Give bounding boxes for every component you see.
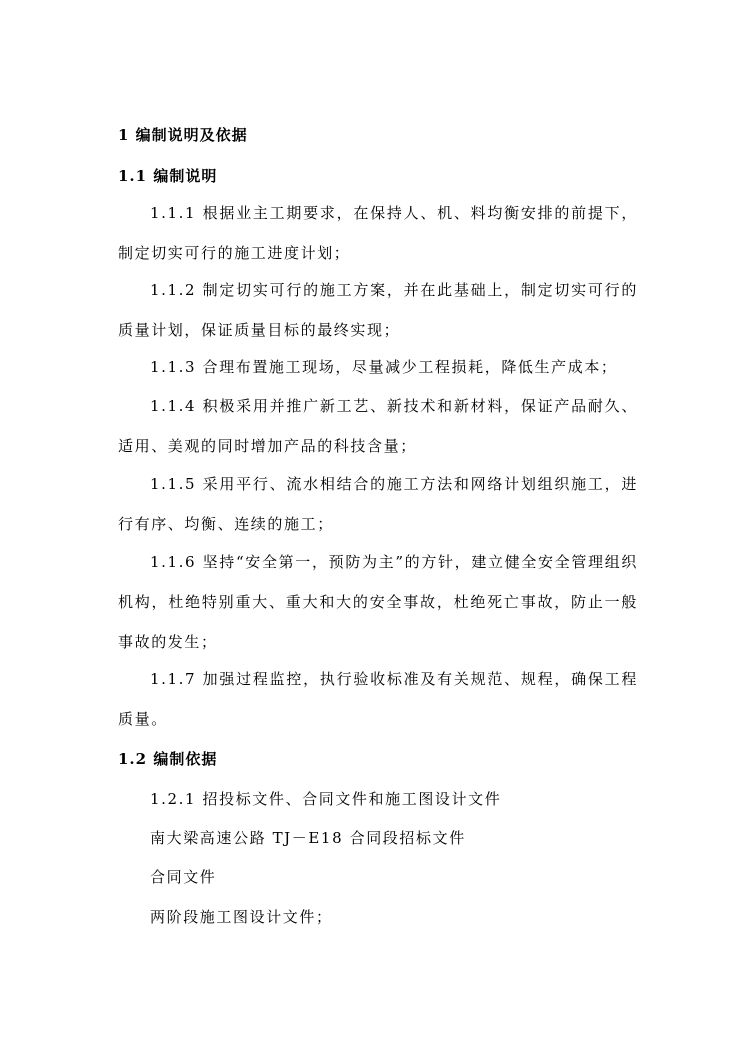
paragraph-1-1-4: 1.1.4 积极采用并推广新工艺、新技术和新材料，保证产品耐久、适用、美观的同时增加产品的科技含量；	[118, 397, 638, 455]
main-heading: 1 编制说明及依据	[118, 126, 248, 144]
basis-line-1: 1.2.1 招投标文件、合同文件和施工图设计文件	[150, 790, 502, 808]
section-1-1-title: 1.1 编制说明	[118, 167, 218, 185]
section-1-2-title: 1.2 编制依据	[118, 750, 218, 768]
paragraph-1-1-5: 1.1.5 采用平行、流水相结合的施工方法和网络计划组织施工，进行有序、均衡、连续的施工；	[118, 475, 638, 533]
basis-line-2: 南大梁高速公路 TJ－E18 合同段招标文件	[150, 829, 466, 847]
paragraph-1-1-1: 1.1.1 根据业主工期要求，在保持人、机、料均衡安排的前提下，制定切实可行的施工进度计划；	[118, 204, 638, 262]
paragraph-1-1-3: 1.1.3 合理布置施工现场，尽量减少工程损耗，降低生产成本；	[150, 358, 618, 376]
paragraph-1-1-7: 1.1.7 加强过程监控，执行验收标准及有关规范、规程，确保工程质量。	[118, 670, 638, 728]
paragraph-1-1-6: 1.1.6 坚持“安全第一，预防为主”的方针，建立健全安全管理组织机构，杜绝特别重大、重大和大的安全事故，杜绝死亡事故，防止一般事故的发生；	[118, 553, 638, 651]
paragraph-1-1-2: 1.1.2 制定切实可行的施工方案，并在此基础上，制定切实可行的质量计划，保证质量目标的最终实现；	[118, 281, 638, 339]
basis-line-3: 合同文件	[150, 868, 217, 886]
basis-line-4: 两阶段施工图设计文件；	[150, 908, 333, 926]
